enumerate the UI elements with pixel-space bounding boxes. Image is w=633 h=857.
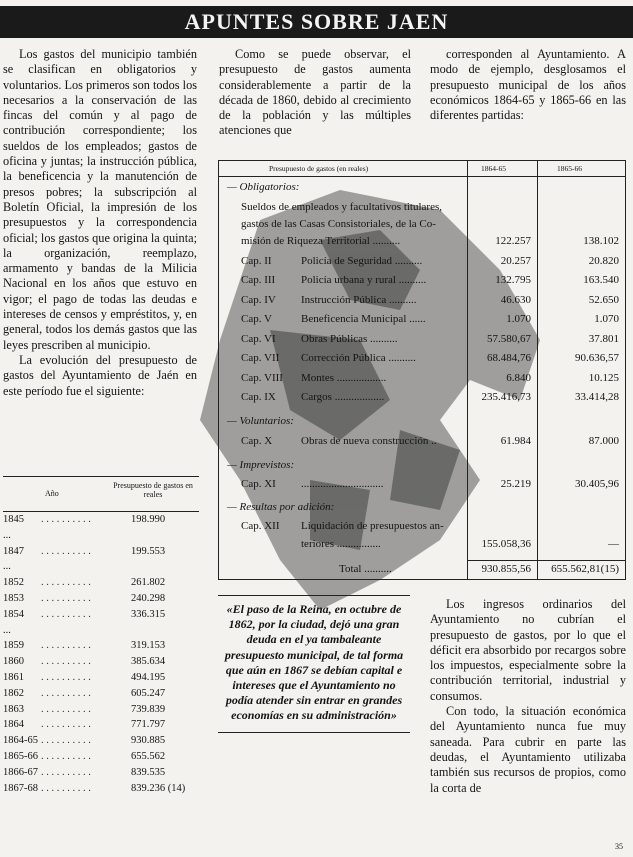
table-row [3, 512, 199, 528]
budget-value-cell: 240.298 [131, 592, 166, 604]
table-row [3, 623, 199, 639]
column-middle [219, 47, 411, 139]
year-cell: 1862 [3, 687, 24, 699]
leader-dots: . . . . . . . . . . [41, 687, 91, 699]
table-row [3, 544, 199, 560]
table-row [3, 559, 199, 575]
column-header-year: Año [45, 489, 59, 498]
total-1864-65: 930.855,56 [481, 563, 531, 575]
table-row [219, 331, 625, 348]
paragraph: Los ingresos ordinarios del Ayuntamiento no cubrían el presupuesto de gastos, por lo que el déficit era absorbido por recargos sobre los impuestos, especialmente sobre la contribución territorial, industrial y consumos. [430, 597, 626, 703]
table-row [219, 433, 625, 450]
value-1864-65: 1.070 [506, 313, 531, 325]
year-cell: 1866-67 [3, 766, 38, 778]
budget-breakdown-table [218, 160, 626, 580]
budget-value-cell: 494.195 [131, 671, 166, 683]
chapter-label: Cap. IX [241, 391, 276, 403]
value-1864-65: 122.257 [495, 235, 531, 247]
budget-value-cell: 319.153 [131, 640, 166, 652]
row-description: Obras Públicas .......... [301, 332, 398, 345]
value-1864-65: 6.840 [506, 371, 531, 384]
leader-dots: . . . . . . . . . . [41, 750, 91, 762]
year-cell: 1864-65 [3, 735, 38, 747]
row-description: .............................. [301, 478, 384, 490]
leader-dots: . . . . . . . . . . [41, 719, 91, 731]
year-cell: 1860 [3, 656, 24, 668]
leader-dots: . . . . . . . . . . [41, 703, 91, 715]
leader-dots: . . . . . . . . . . [41, 671, 91, 683]
value-1865-66: 33.414,28 [575, 391, 619, 403]
year-cell: 1845 [3, 514, 24, 525]
table-row [3, 702, 199, 718]
value-1865-66: 10.125 [588, 371, 619, 384]
paragraph: Con todo, la situación económica del Ayuntamiento nunca fue muy saneada. Para cubrir en parte las deudas, el Ayuntamiento utilizaba también sus recursos de propios, como la corta de [430, 704, 626, 795]
chapter-label: Cap. XI [241, 478, 276, 490]
value-1865-66: 52.650 [588, 293, 619, 306]
value-1864-65: 235.416,73 [481, 391, 531, 403]
table-row [3, 591, 199, 607]
value-1865-66: 30.405,96 [575, 478, 619, 490]
year-cell: 1867-68 [3, 782, 38, 794]
leader-dots: . . . . . . . . . . [41, 592, 91, 604]
row-description: Montes .................. [301, 371, 387, 384]
row-description: Obras de nueva construcción .. [301, 435, 437, 447]
table-row [3, 607, 199, 623]
table-row [3, 686, 199, 702]
row-description: Sueldos de empleados y facultativos titulares, [241, 201, 443, 213]
budget-value-cell: 261.802 [131, 577, 166, 589]
value-1865-66: 90.636,57 [575, 352, 619, 364]
chapter-label: Cap. VI [241, 332, 276, 345]
column-header-1865-66: 1865-66 [557, 164, 582, 173]
paragraph: corresponden al Ayuntamiento. A modo de ejemplo, desglosamos el presupuesto municipal de los años económicos 1864-65 y 1865-66 en las diferentes partidas: [430, 47, 626, 123]
row-description: Policía de Seguridad .......... [301, 254, 423, 267]
group-label: — Resultas por adición: [227, 501, 335, 513]
column-header-description: Presupuesto de gastos (en reales) [269, 164, 369, 173]
table-row [219, 311, 625, 328]
budget-value-cell: 739.839 [131, 703, 166, 715]
value-1864-65: 25.219 [500, 478, 531, 490]
paragraph: Como se puede observar, el presupuesto de gastos aumenta considerablemente a partir de la década de 1860, debido al crecimiento de la población y las múltiples atenciones que [219, 47, 411, 138]
table-body [3, 512, 199, 796]
column-header-1864-65: 1864-65 [481, 164, 506, 173]
year-cell: ... [3, 561, 11, 573]
group-label: — Voluntarios: [227, 415, 294, 427]
column-right-lower [430, 597, 626, 796]
row-description: Beneficencia Municipal ...... [301, 313, 426, 325]
paragraph: La evolución del presupuesto de gastos del Ayuntamiento de Jaén en este período fue el siguiente: [3, 352, 197, 398]
budget-value-cell: 199.553 [131, 545, 166, 557]
row-description: teriores ................ [301, 538, 381, 550]
leader-dots: . . . . . . . . . . [41, 735, 91, 747]
chapter-label: Cap. IV [241, 293, 276, 306]
row-description: Policía urbana y rural .......... [301, 274, 427, 286]
year-cell: 1863 [3, 703, 24, 715]
leader-dots: . . . . . . . . . . [41, 766, 91, 778]
chapter-label: Cap. II [241, 254, 272, 267]
value-1864-65: 132.795 [495, 274, 531, 286]
leader-dots: . . . . . . . . . . [41, 656, 91, 668]
total-1865-66: 655.562,81(15) [551, 563, 619, 575]
column-right [430, 47, 626, 123]
table-row [3, 670, 199, 686]
table-row [219, 350, 625, 367]
table-row [3, 575, 199, 591]
chapter-label: Cap. X [241, 435, 273, 447]
value-1864-65: 61.984 [500, 435, 531, 447]
table-row [219, 272, 625, 289]
table-row [3, 654, 199, 670]
chapter-label: Cap. V [241, 313, 272, 325]
year-cell: 1865-66 [3, 750, 38, 762]
table-row [219, 292, 625, 309]
row-description: Corrección Pública .......... [301, 352, 416, 364]
leader-dots: . . . . . . . . . . [41, 577, 91, 589]
budget-value-cell: 839.535 [131, 766, 166, 778]
chapter-label: Cap. VII [241, 352, 280, 364]
leader-dots: . . . . . . . . . . [41, 545, 91, 557]
group-label: — Imprevistos: [227, 459, 295, 471]
value-1864-65: 68.484,76 [487, 352, 531, 364]
year-cell: 1854 [3, 608, 24, 620]
table-row [219, 233, 625, 250]
group-label: — Obligatorios: [227, 181, 300, 193]
value-1864-65: 57.580,67 [487, 332, 531, 345]
budget-value-cell: 839.236 (14) [131, 782, 186, 794]
row-description: gastos de las Casas Consistoriales, de la Co- [241, 218, 436, 230]
paragraph: Los gastos del municipio también se clasifican en obligatorios y voluntarios. Los primeros son todos los necesarios a la conservación de las fincas del común y al pago de contribución correspondiente; los sueldos de los empleados; gastos de oficina y juntas; la instrucción pública, la beneficencia y la manutención de presos pobres; la subscripción al Boletín Oficial, la impresión de los presupuestos y la correspondencia oficial; los gastos que origina la quinta; la organización, reemplazo, armamento y bandas de la Milicia Nacional en los años que estuvo en vigor; el pago de todas las deudas e intereses de censos y empréstitos, y, en general, todos los demás gastos que las leyes prescriben al municipio. [3, 47, 198, 352]
total-row [219, 561, 625, 578]
table-header [219, 161, 625, 177]
table-row [3, 765, 199, 781]
chapter-label: Cap. XII [241, 520, 280, 532]
table-header [3, 476, 199, 512]
table-row [219, 253, 625, 270]
budget-value-cell: 771.797 [131, 719, 166, 731]
table-row [3, 781, 199, 797]
value-1865-66: 138.102 [583, 235, 619, 247]
value-1865-66: 1.070 [594, 313, 619, 325]
value-1865-66: 87.000 [588, 435, 619, 447]
budget-value-cell: 930.885 [131, 735, 166, 747]
table-row [3, 749, 199, 765]
value-1864-65: 46.630 [500, 293, 531, 306]
value-1864-65: 20.257 [500, 254, 531, 267]
budget-value-cell: 605.247 [131, 687, 166, 699]
value-1864-65: 155.058,36 [481, 538, 531, 550]
budget-value-cell: 336.315 [131, 608, 166, 620]
year-cell: ... [3, 529, 11, 541]
value-1865-66: 37.801 [588, 332, 619, 345]
page-title-bar [0, 6, 633, 38]
table-row [219, 370, 625, 387]
leader-dots: . . . . . . . . . . [41, 608, 91, 620]
table-row [219, 518, 625, 535]
column-header-budget: Presupuesto de gastos en reales [113, 481, 193, 499]
leader-dots: . . . . . . . . . . [41, 514, 91, 525]
table-row [3, 717, 199, 733]
table-row [219, 536, 625, 553]
total-label: Total .......... [339, 563, 392, 575]
chapter-label: Cap. III [241, 274, 276, 286]
row-description: Instrucción Pública .......... [301, 293, 417, 306]
yearly-budget-table [3, 476, 199, 796]
table-row [219, 389, 625, 406]
row-description: Liquidación de presupuestos an- [301, 520, 444, 532]
year-cell: 1853 [3, 592, 24, 604]
leader-dots: . . . . . . . . . . [41, 782, 91, 794]
year-cell: 1847 [3, 545, 24, 557]
row-description: Cargos .................. [301, 391, 385, 403]
chapter-label: Cap. VIII [241, 371, 283, 384]
table-row [3, 733, 199, 749]
year-cell: 1861 [3, 671, 24, 683]
row-description: misión de Riqueza Territorial .......... [241, 235, 401, 247]
budget-value-cell: 385.634 [131, 656, 166, 668]
column-left [3, 47, 197, 399]
budget-value-cell: 655.562 [131, 750, 166, 762]
leader-dots: . . . . . . . . . . [41, 640, 91, 652]
year-cell: 1864 [3, 719, 24, 731]
table-row [3, 638, 199, 654]
value-1865-66: 163.540 [583, 274, 619, 286]
table-row [3, 528, 199, 544]
page-title: APUNTES SOBRE JAEN [184, 9, 449, 34]
budget-value-cell: 198.990 [131, 514, 166, 525]
page-number: 35 [615, 842, 623, 851]
year-cell: ... [3, 624, 11, 636]
table-row [219, 476, 625, 493]
year-cell: 1859 [3, 640, 24, 652]
year-cell: 1852 [3, 577, 24, 589]
value-1865-66: 20.820 [588, 254, 619, 267]
pull-quote: «El paso de la Reina, en octubre de 1862, por la ciudad, dejó una gran deuda en el ya tambaleante presupuesto municipal, de tal forma que aún en 1867 se debían capital e intereses que el Ayuntamiento no podía atender sin entrar en grandes economías en su administración» [218, 595, 410, 733]
value-1865-66: — [608, 538, 619, 550]
